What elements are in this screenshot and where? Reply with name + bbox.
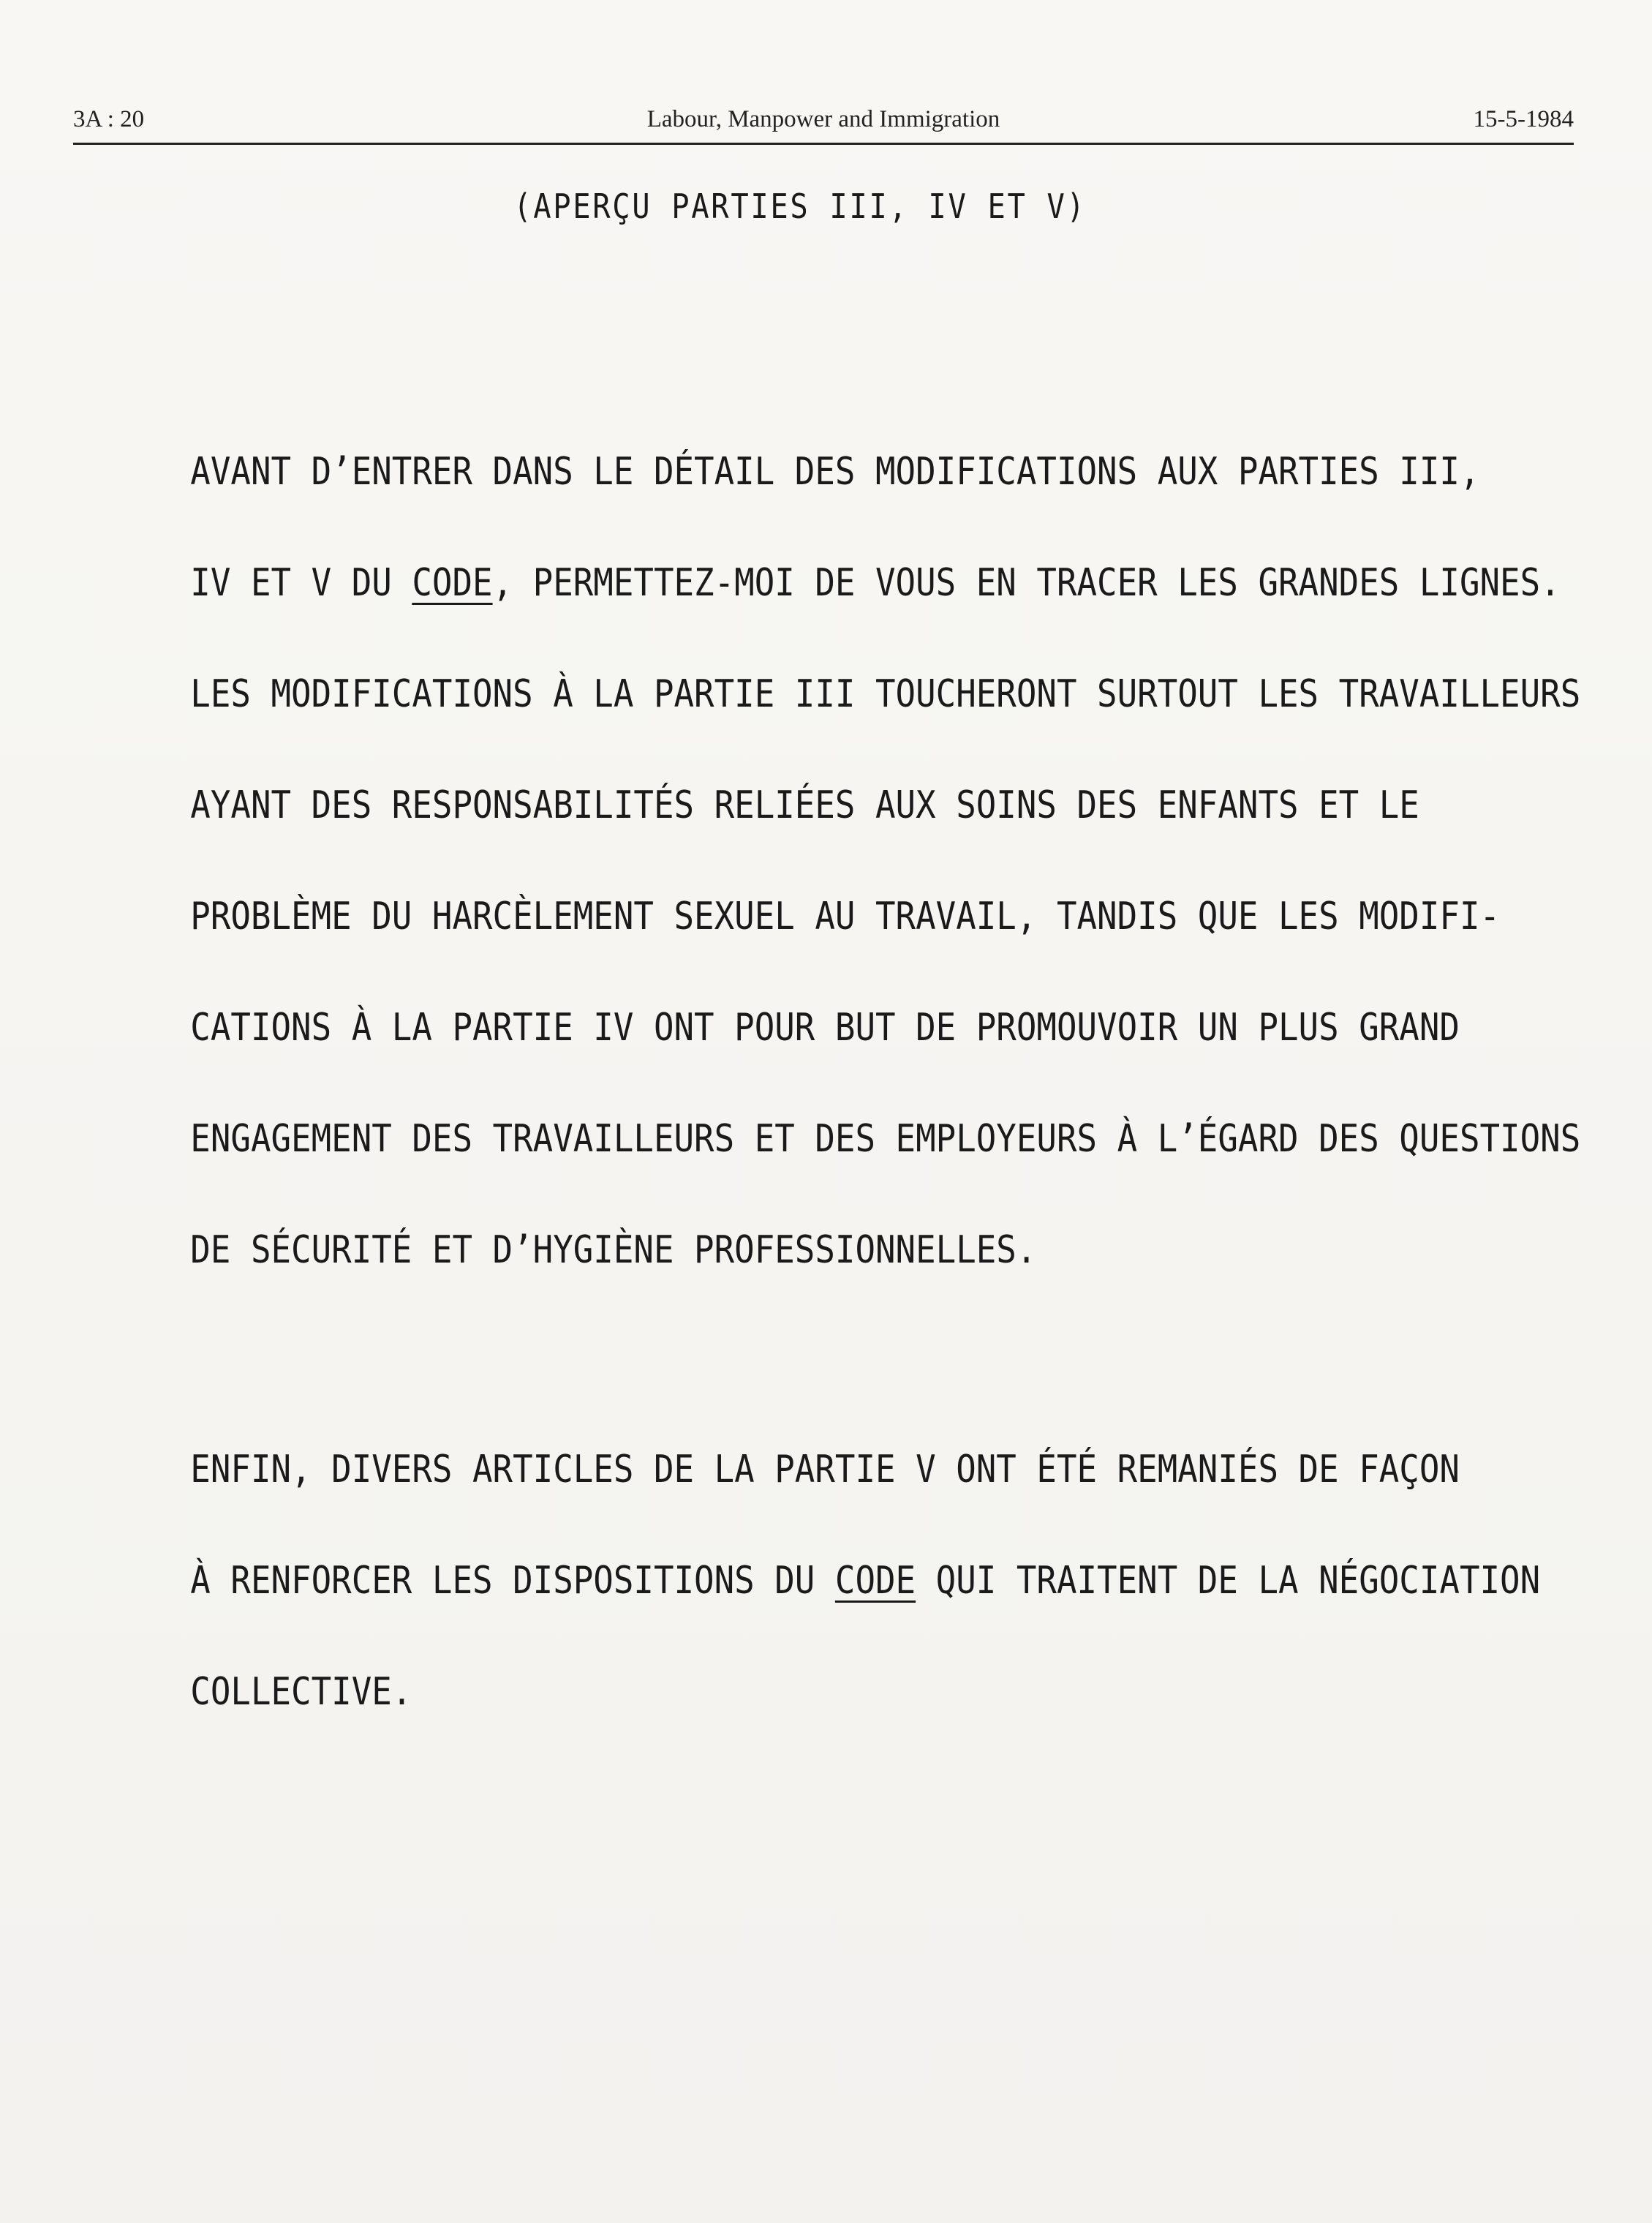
page-header — [73, 106, 1574, 145]
header-title: Labour, Manpower and Immigration — [646, 106, 1000, 132]
text-line: ENFIN, DIVERS ARTICLES DE LA PARTIE V ONT ÉTÉ REMANIÉS DE FAÇON — [190, 1448, 1460, 1492]
text-line: CATIONS À LA PARTIE IV ONT POUR BUT DE PROMOUVOIR UN PLUS GRAND — [190, 1006, 1460, 1050]
underlined-code: CODE — [834, 1559, 916, 1603]
text-line: COLLECTIVE. — [190, 1670, 412, 1714]
text-line: AVANT D’ENTRER DANS LE DÉTAIL DES MODIFICATIONS AUX PARTIES III, — [190, 450, 1480, 494]
text-line: LES MODIFICATIONS À LA PARTIE III TOUCHERONT SURTOUT LES TRAVAILLEURS — [190, 672, 1581, 716]
text-line: À RENFORCER LES DISPOSITIONS DU CODE QUI TRAITENT DE LA NÉGOCIATION — [190, 1559, 1541, 1603]
text-line: PROBLÈME DU HARCÈLEMENT SEXUEL AU TRAVAIL, TANDIS QUE LES MODIFI- — [190, 895, 1501, 939]
page-number: 3A : 20 — [73, 106, 145, 132]
section-heading: (APERÇU PARTIES III, IV ET V) — [513, 187, 1087, 226]
text-line: AYANT DES RESPONSABILITÉS RELIÉES AUX SOINS DES ENFANTS ET LE — [190, 783, 1419, 827]
text-line: ENGAGEMENT DES TRAVAILLEURS ET DES EMPLOYEURS À L’ÉGARD DES QUESTIONS — [190, 1117, 1581, 1161]
text-line: IV ET V DU CODE, PERMETTEZ-MOI DE VOUS EN TRACER LES GRANDES LIGNES. — [190, 561, 1561, 605]
underlined-code: CODE — [412, 561, 493, 605]
text-line: DE SÉCURITÉ ET D’HYGIÈNE PROFESSIONNELLES. — [190, 1228, 1037, 1272]
header-date: 15-5-1984 — [1473, 106, 1574, 132]
